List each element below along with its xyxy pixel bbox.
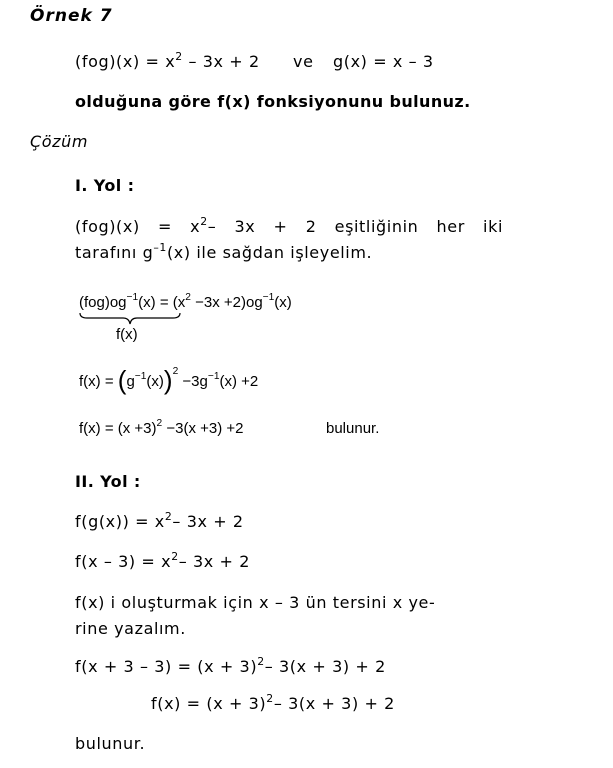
eq3-a: f(x) = (x +3) <box>79 420 157 437</box>
way2-l6-exp: 2 <box>266 691 274 705</box>
eq2-exp2: 2 <box>172 365 179 377</box>
way2-l5-a: f(x + 3 – 3) = (x + 3) <box>75 657 258 676</box>
question-text: olduğuna göre f(x) fonksiyonunu bulunuz. <box>75 92 471 111</box>
eq2-exp1: −1 <box>134 370 147 382</box>
given-fog-text: (fog)(x) = x <box>75 52 176 71</box>
given-fog-rest: – 3x + 2 <box>182 52 260 71</box>
eq1-rhs-b: −3x +2)og <box>190 294 263 311</box>
equation-2 <box>79 365 259 395</box>
way2-l6-b: – 3(x + 3) + 2 <box>273 694 395 713</box>
eq1-lhs-b: (x) <box>138 294 156 311</box>
way2-line3: f(x) i oluşturmak için x – 3 ün tersini x ye- <box>75 593 436 612</box>
eq2-d: −3g <box>178 373 208 390</box>
way1-p2-exp: –1 <box>153 240 167 254</box>
underbrace-label: f(x) <box>116 326 138 343</box>
way2-line5 <box>75 654 386 676</box>
right-paren: ) <box>163 365 173 395</box>
eq3-exp: 2 <box>156 417 163 429</box>
way1-title: I. Yol : <box>75 176 135 195</box>
way1-p2-b: (x) ile sağdan işleyelim. <box>166 243 373 262</box>
eq2-c: (x) <box>146 373 164 390</box>
given-fog <box>75 49 260 71</box>
given-ve: ve <box>293 52 314 71</box>
way2-l2-a: f(x – 3) = x <box>75 552 172 571</box>
example-heading: Örnek 7 <box>30 6 113 26</box>
eq3-b: −3(x +3) +2 <box>162 420 244 437</box>
eq1-rhs-exp1: 2 <box>185 291 191 303</box>
way1-paragraph-line2 <box>75 240 373 262</box>
eq2-a: f(x) = <box>79 373 118 390</box>
way1-p1-b: – 3x + 2 eşitliğinin her iki <box>207 217 503 236</box>
way2-line1 <box>75 509 244 531</box>
way2-line2 <box>75 549 251 571</box>
eq1-lhs-exp: −1 <box>126 291 139 303</box>
eq1-rhs-exp2: −1 <box>262 291 275 303</box>
eq1-lhs-a: (fog)og <box>79 294 127 311</box>
way2-l1-a: f(g(x)) = x <box>75 512 165 531</box>
eq3-result: bulunur. <box>326 420 380 437</box>
way1-paragraph-line1 <box>75 214 503 236</box>
equation-1 <box>79 291 292 311</box>
way1-p1-a: (fog)(x) = x <box>75 217 201 236</box>
given-g: g(x) = x – 3 <box>333 52 434 71</box>
underbrace <box>79 312 181 326</box>
solution-label: Çözüm <box>30 132 89 151</box>
way2-l5-b: – 3(x + 3) + 2 <box>264 657 386 676</box>
way2-line7: bulunur. <box>75 734 146 753</box>
way2-l1-b: – 3x + 2 <box>172 512 244 531</box>
eq1-rhs-a: = (x <box>159 294 186 311</box>
way1-p1-exp: 2 <box>200 214 208 228</box>
eq2-b: g <box>126 373 135 390</box>
left-paren: ( <box>117 365 127 395</box>
eq2-exp3: −1 <box>207 370 220 382</box>
way2-l2-exp: 2 <box>171 549 179 563</box>
eq2-e: (x) +2 <box>219 373 259 390</box>
way2-line6 <box>151 691 395 713</box>
way1-p2-a: tarafını g <box>75 243 154 262</box>
equation-3 <box>79 417 244 437</box>
eq1-rhs-c: (x) <box>274 294 292 311</box>
way2-l1-exp: 2 <box>164 509 173 523</box>
way2-title: II. Yol : <box>75 472 141 491</box>
way2-l5-exp: 2 <box>257 654 265 668</box>
way2-l2-b: – 3x + 2 <box>178 552 251 571</box>
way2-l6-a: f(x) = (x + 3) <box>151 694 267 713</box>
given-fog-exp: 2 <box>175 49 183 63</box>
way2-line4: rine yazalım. <box>75 619 186 638</box>
